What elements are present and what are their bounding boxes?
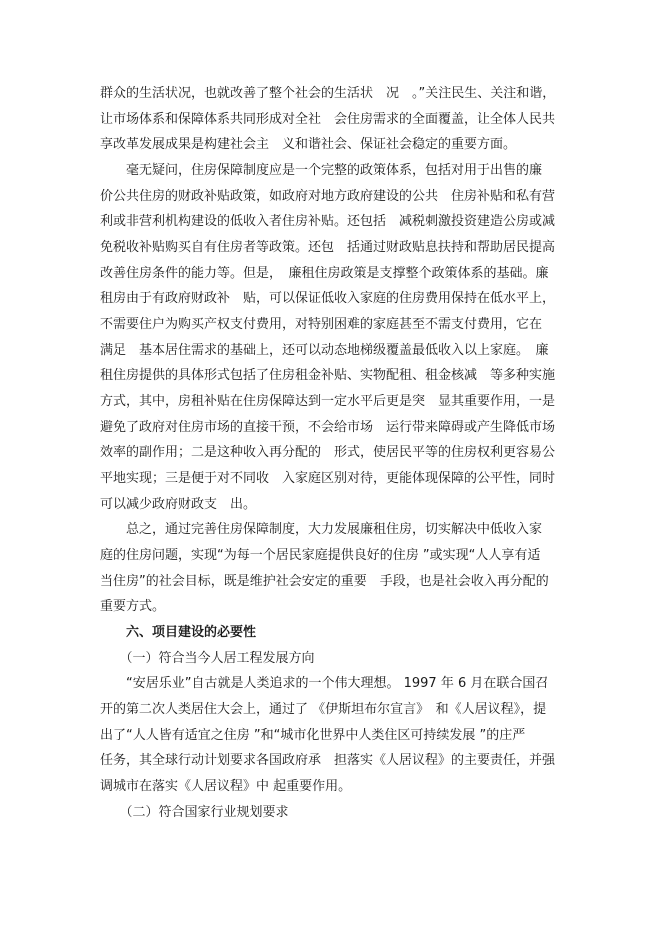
body-text-line: 利或非营利机构建设的低收入者住房补贴。还包括 减税刺激投资建造公房或减: [100, 214, 556, 229]
body-text-line: 让市场体系和保障体系共同形成对全社 会住房需求的全面覆盖，让全体人民共: [100, 112, 556, 127]
body-text-line: “安居乐业”自古就是人类追求的一个伟大理想。 1997 年 6 月在联合国召: [100, 676, 549, 691]
body-text-line: 免税收补贴购买自有住房者等政策。还包 括通过财政贴息扶持和帮助居民提高: [100, 240, 556, 255]
body-text-line: 毫无疑问，住房保障制度应是一个完整的政策体系，包括对用于出售的廉: [100, 163, 543, 178]
body-text-line: 效率的副作用；二是这种收入再分配的 形式，使居民平等的住房权利更容易公: [100, 445, 556, 460]
body-text-line: 租住房提供的具体形式包括了住房租金补贴、实物配租、租金核减 等多种实施: [100, 368, 556, 383]
body-text-line: 任务，其全球行动计划要求各国政府承 担落实《人居议程》的主要责任，并强: [100, 753, 556, 768]
body-text-line: 开的第二次人类居住大会上，通过了 《伊斯坦布尔宣言》 和《人居议程》，提: [100, 702, 547, 717]
body-text-line: 享改革发展成果是构建社会主 义和谐社会、保证社会稳定的重要方面。: [100, 137, 517, 152]
body-text-line: 平地实现；三是便于对不同收 入家庭区别对待，更能体现保障的公平性，同时: [100, 471, 556, 486]
body-text-line: 避免了政府对住房市场的直接干预，不会给市场 运行带来障碍或产生降低市场: [100, 420, 556, 435]
section-heading: 六、项目建设的必要性: [100, 625, 257, 640]
body-text-line: 出了“人人皆有适宜之住房 ”和“城市化世界中人类住区可持续发展 ”的庄严: [100, 728, 526, 743]
body-text-line: 方式，其中，房租补贴在住房保障达到一定水平后更是突 显其重要作用，一是: [100, 394, 556, 409]
body-text-line: 当住房”的社会目标，既是维护社会安定的重要 手段，也是社会收入再分配的: [100, 574, 549, 589]
body-text-line: 不需要住户为购买产权支付费用，对特别困难的家庭甚至不需支付费用，它在: [100, 317, 543, 332]
subsection-heading: （一）符合当今人居工程发展方向: [100, 651, 315, 666]
body-text-line: 调城市在落实《人居议程》中 起重要作用。: [100, 779, 352, 794]
body-text-line: 租房由于有政府财政补 贴，可以保证低收入家庭的住房费用保持在低水平上，: [100, 291, 556, 306]
body-text-line: 可以减少政府财政支 出。: [100, 497, 257, 512]
body-text-line: 满足 基本居住需求的基础上，还可以动态地梯级覆盖最低收入以上家庭。 廉: [100, 343, 549, 358]
body-text-line: 改善住房条件的能力等。但是， 廉租住房政策是支撑整个政策体系的基础。廉: [100, 266, 549, 281]
body-text-line: 价公共住房的财政补贴政策，如政府对地方政府建设的公共 住房补贴和私有营: [100, 189, 556, 204]
subsection-heading: （二）符合国家行业规划要求: [100, 805, 289, 820]
body-text-line: 群众的生活状况，也就改善了整个社会的生活状 况 。”关注民生、关注和谐，: [100, 86, 556, 101]
body-text-line: 重要方式。: [100, 599, 166, 614]
body-text-line: 庭的住房问题，实现“为每一个居民家庭提供良好的住房 ”或实现“人人享有适: [100, 548, 541, 563]
body-text-line: 总之，通过完善住房保障制度，大力发展廉租住房，切实解决中低收入家: [100, 522, 543, 537]
